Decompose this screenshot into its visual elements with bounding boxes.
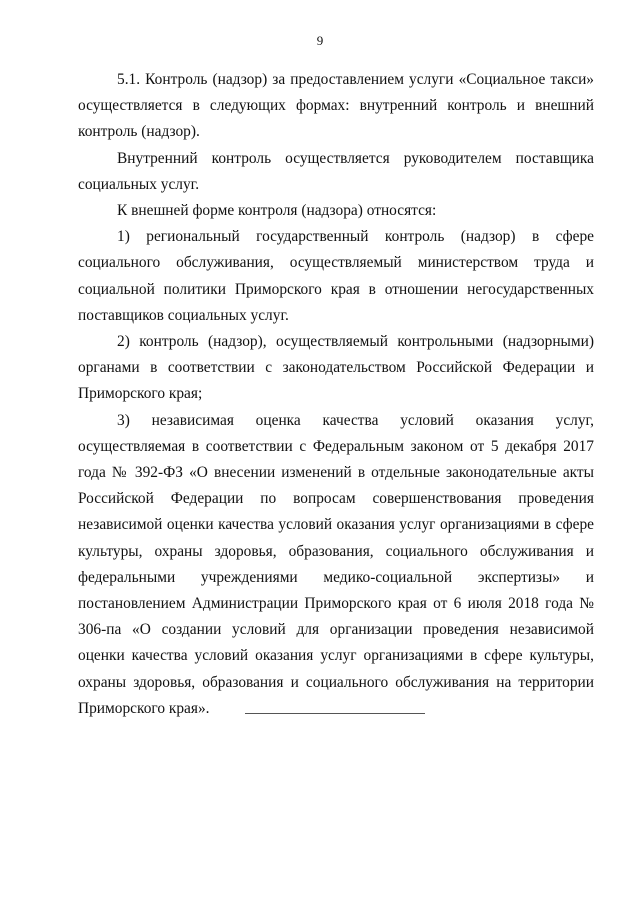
paragraph-internal-control: Внутренний контроль осуществляется руководителем поставщика социальных услуг. xyxy=(78,149,594,193)
paragraph-item-3-independent-assessment: 3) независимая оценка качества условий оказания услуг, осуществляемая в соответствии с Федеральным законом от 5 декабря 2017 года № 392-ФЗ «О внесении изменений в отдельные законодательные акты Российской Федерации по вопросам совершенствования проведения независимой оценки качества условий оказания услуг организациями в сфере культуры, охраны здоровья, образования, социального обслуживания и федеральными учреждениями медико-социальной экспертизы» и постановлением Администрации Приморского края от 6 июля 2018 года № 306-па «О создании условий для организации проведения независимой оценки качества условий оказания услуг организациями в сфере культуры, охраны здоровья, образования и социального обслуживания на территории Приморского края». xyxy=(78,411,594,717)
end-of-section-divider xyxy=(245,713,425,714)
paragraph-external-control-intro: К внешней форме контроля (надзора) относятся: xyxy=(117,202,437,220)
paragraph-item-1-regional-control: 1) региональный государственный контроль (надзор) в сфере социального обслуживания, осуществляемый министерством труда и социальной политики Приморского края в отношении негосударственных поставщиков социальных услуг. xyxy=(78,228,594,324)
paragraph-5-1-control-forms: 5.1. Контроль (надзор) за предоставлением услуги «Социальное такси» осуществляется в следующих формах: внутренний контроль и внешний контроль (надзор). xyxy=(78,71,594,141)
page-number: 9 xyxy=(316,33,324,48)
paragraph-item-2-supervisory-bodies: 2) контроль (надзор), осуществляемый контрольными (надзорными) органами в соответствии с законодательством Российской Федерации и Приморского края; xyxy=(78,333,594,403)
document-body xyxy=(78,67,594,722)
